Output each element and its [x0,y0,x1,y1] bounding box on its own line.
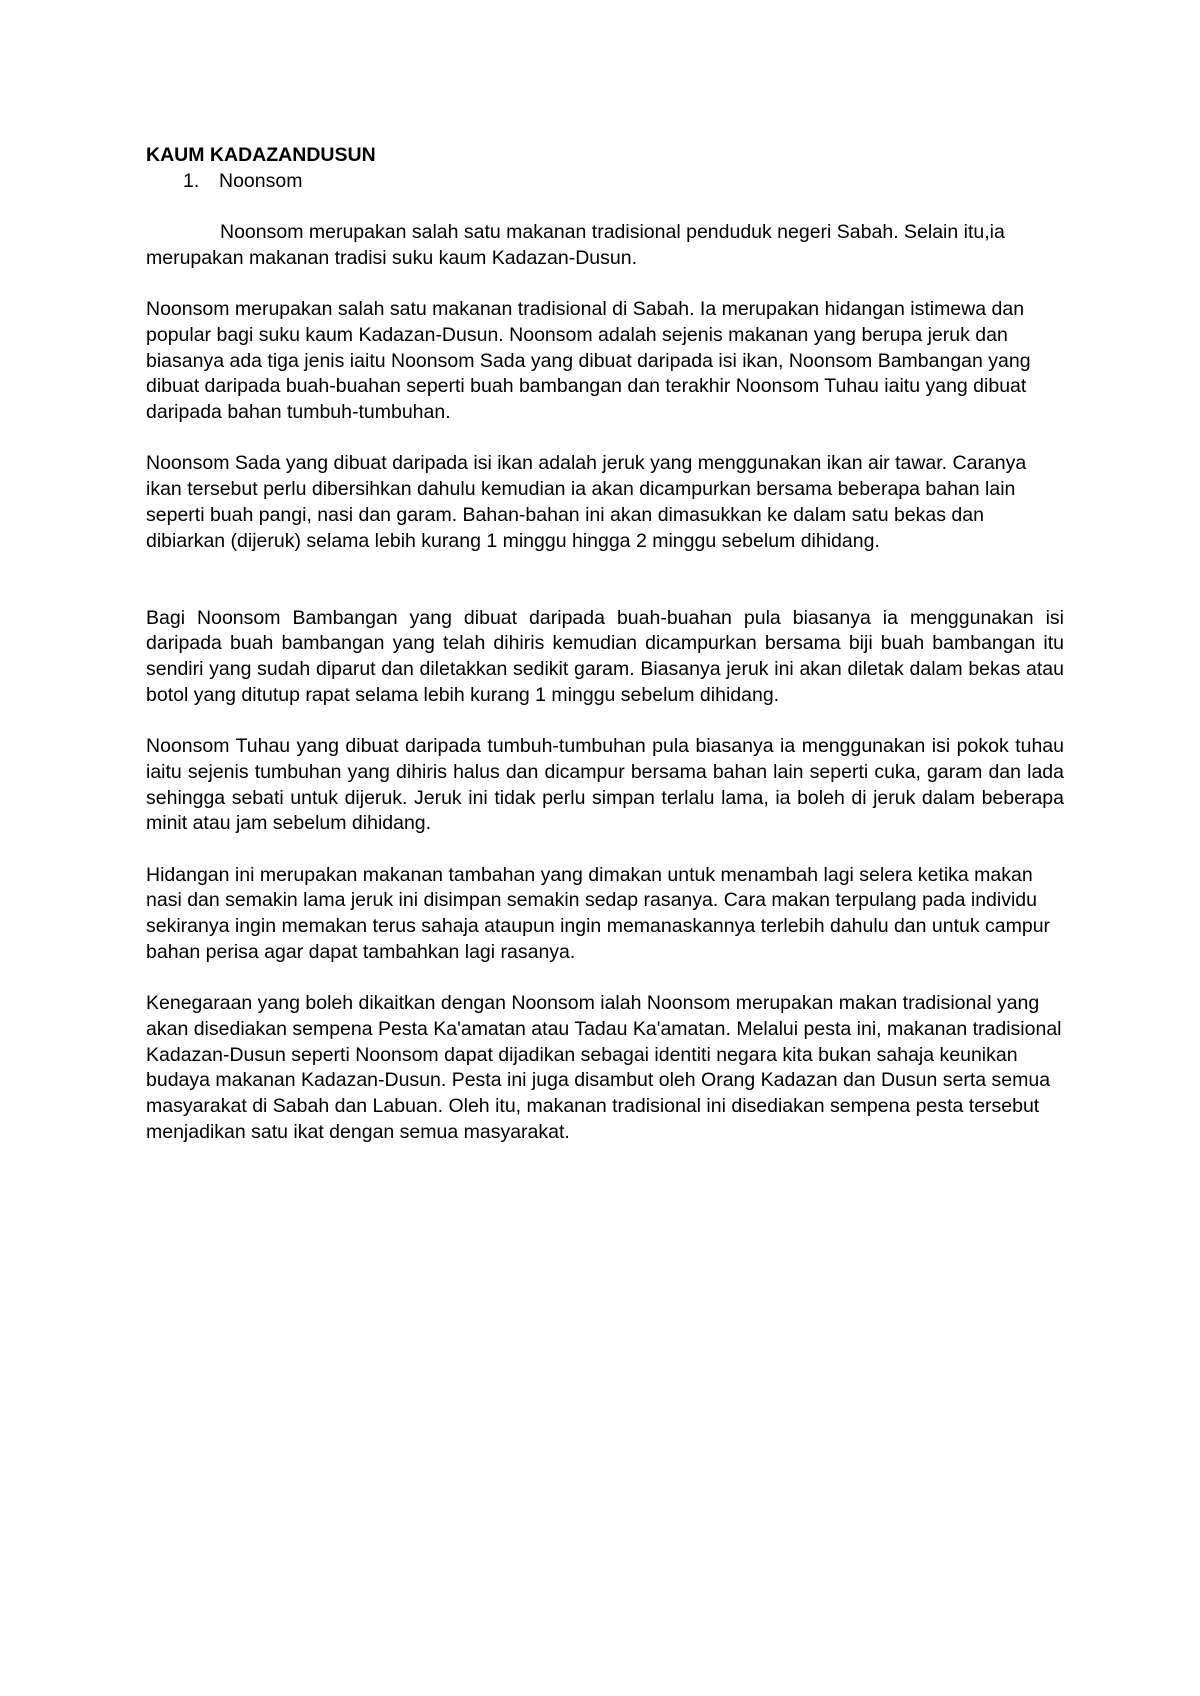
paragraph-noonsom-sada: Noonsom Sada yang dibuat daripada isi ikan adalah jeruk yang menggunakan ikan air tawar. Caranya ikan tersebut perlu dibersihkan dahulu kemudian ia akan dicampurkan bersama beberapa bahan lain seperti buah pangi, nasi dan garam. Bahan-bahan ini akan dimasukkan ke dalam satu bekas dan dibiarkan (dijeruk) selama lebih kurang 1 minggu hingga 2 minggu sebelum dihidang. [146,452,1027,552]
paragraph-overview: Noonsom merupakan salah satu makanan tradisional di Sabah. Ia merupakan hidangan istimewa dan popular bagi suku kaum Kadazan-Dusun. Noonsom adalah sejenis makanan yang berupa jeruk dan biasanya ada tiga jenis iaitu Noonsom Sada yang dibuat daripada isi ikan, Noonsom Bambangan yang dibuat daripada buah-buahan seperti buah bambangan dan terakhir Noonsom Tuhau iaitu yang dibuat daripada bahan tumbuh-tumbuhan. [146,298,1031,423]
list-item-label: Noonsom [219,169,303,192]
paragraph-kenegaraan: Kenegaraan yang boleh dikaitkan dengan Noonsom ialah Noonsom merupakan makan tradisional yang akan disediakan sempena Pesta Ka'amatan atau Tadau Ka'amatan. Melalui pesta ini, makanan tradisional Kadazan-Dusun seperti Noonsom dapat dijadikan sebagai identiti negara kita bukan sahaja keunikan budaya makanan Kadazan-Dusun. Pesta ini juga disambut oleh Orang Kadazan dan Dusun serta semua masyarakat di Sabah dan Labuan. Oleh itu, makanan tradisional ini disediakan sempena pesta tersebut menjadikan satu ikat dengan semua masyarakat. [146,992,1062,1143]
document-body [146,143,1064,1145]
list-item-number: 1. [183,169,200,192]
paragraph-noonsom-tuhau: Noonsom Tuhau yang dibuat daripada tumbuh-tumbuhan pula biasanya ia menggunakan isi pokok tuhau iaitu sejenis tumbuhan yang dihiris halus dan dicampur bersama bahan lain seperti cuka, garam dan lada sehingga sebati untuk dijeruk. Jeruk ini tidak perlu simpan terlalu lama, ia boleh di jeruk dalam beberapa minit atau jam sebelum dihidang. [146,735,1064,835]
document-title: KAUM KADAZANDUSUN [146,144,376,166]
paragraph-serving: Hidangan ini merupakan makanan tambahan yang dimakan untuk menambah lagi selera ketika makan nasi dan semakin lama jeruk ini disimpan semakin sedap rasanya. Cara makan terpulang pada individu sekiranya ingin memakan terus sahaja ataupun ingin memanaskannya terlebih dahulu dan untuk campur bahan perisa agar dapat tambahkan lagi rasanya. [146,863,1051,963]
paragraph-noonsom-bambangan: Bagi Noonsom Bambangan yang dibuat daripada buah-buahan pula biasanya ia menggunakan isi daripada buah bambangan yang telah dihiris kemudian dicampurkan bersama biji buah bambangan itu sendiri yang sudah diparut dan diletakkan sedikit garam. Biasanya jeruk ini akan diletak dalam bekas atau botol yang ditutup rapat selama lebih kurang 1 minggu sebelum dihidang. [146,606,1064,706]
list-item-noonsom [146,169,1064,195]
paragraph-intro: Noonsom merupakan salah satu makanan tradisional penduduk negeri Sabah. Selain itu,ia merupakan makanan tradisi suku kaum Kadazan-Dusun. [146,221,1005,269]
